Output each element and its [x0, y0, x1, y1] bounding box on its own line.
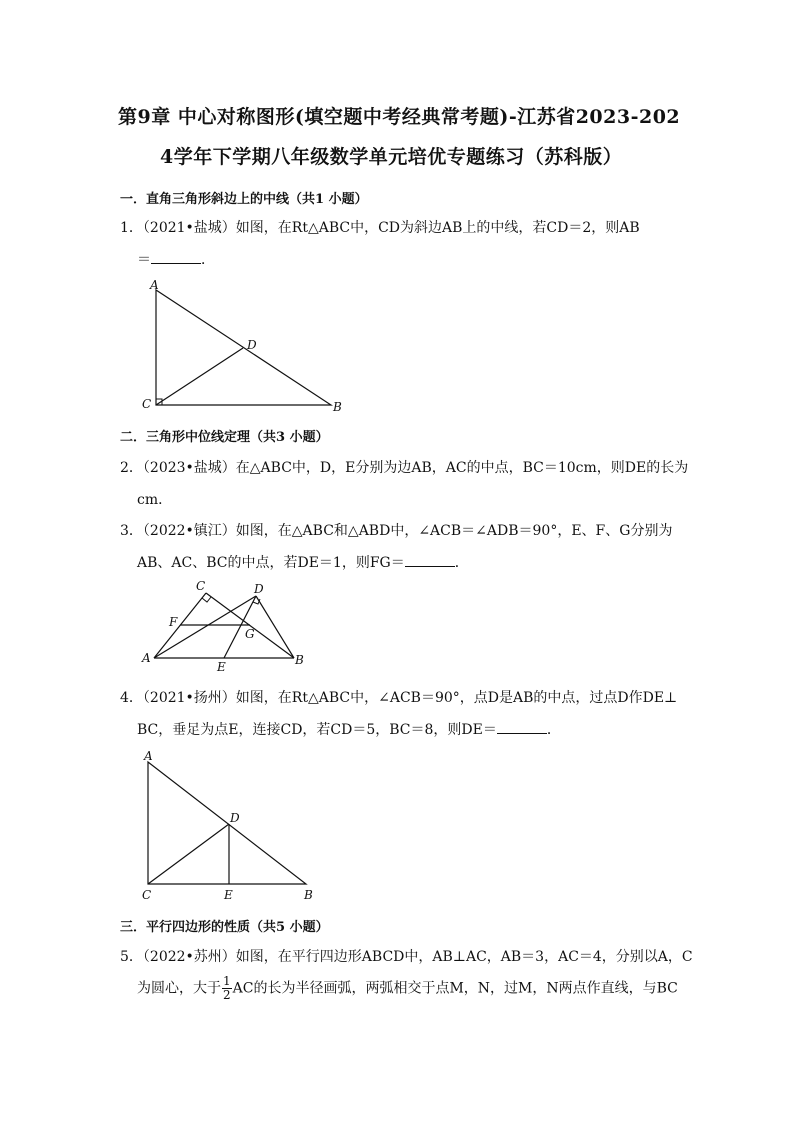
q3-segment-db — [256, 596, 294, 658]
q3-label-b: B — [295, 653, 304, 667]
q3-label-c: C — [196, 579, 206, 593]
q3-label-f: F — [169, 615, 178, 629]
document-title-line1: 第9章 中心对称图形(填空题中考经典常考题)-江苏省2023-202 — [118, 106, 681, 128]
q1-label-b: B — [333, 400, 342, 414]
q3-label-d: D — [254, 582, 264, 596]
figure-q4 — [136, 744, 336, 904]
question-5-line2 — [137, 975, 678, 1002]
figure-q1 — [130, 276, 360, 416]
section-heading-2: 二．三角形中位线定理（共3 小题） — [120, 430, 329, 445]
question-2-line1: 2．（2023•盐城）在△ABC中，D，E分别为边AB，AC的中点，BC＝10cm，则DE的长为 — [120, 460, 689, 476]
q4-text: BC，垂足为点E，连接CD，若CD＝5，BC＝8，则DE＝ — [137, 722, 497, 738]
section-heading-1: 一．直角三角形斜边上的中线（共1 小题） — [120, 192, 368, 207]
figure-q3 — [136, 576, 316, 676]
q4-period: ． — [546, 722, 561, 738]
q4-answer-blank — [497, 721, 547, 734]
q1-label-d: D — [247, 338, 257, 352]
q1-answer-blank — [151, 251, 201, 264]
q5-frac-denominator: 2 — [223, 988, 231, 1002]
question-4-line1: 4．（2021•扬州）如图，在Rt△ABC中，∠ACB＝90°，点D是AB的中点，过点D作DE⊥ — [120, 690, 678, 706]
q1-label-c: C — [142, 397, 152, 411]
question-5-line1: 5．（2022•苏州）如图，在平行四边形ABCD中，AB⊥AC，AB＝3，AC＝4，分别以A，C — [120, 949, 693, 965]
question-1-line1: 1．（2021•盐城）如图，在Rt△ABC中，CD为斜边AB上的中线，若CD＝2，则AB — [120, 220, 640, 236]
question-4-line2 — [137, 719, 561, 739]
q4-label-d: D — [230, 811, 240, 825]
q4-label-e: E — [224, 888, 233, 902]
q4-label-c: C — [142, 888, 152, 902]
q4-segment-cd — [148, 824, 229, 884]
document-title-line2: 4学年下学期八年级数学单元培优专题练习（苏科版） — [160, 146, 623, 168]
question-2-line2: cm． — [137, 492, 173, 508]
q1-label-a: A — [150, 278, 159, 292]
q3-answer-blank — [405, 554, 455, 567]
q1-equals: ＝ — [137, 252, 151, 268]
q4-label-b: B — [304, 888, 313, 902]
q3-label-a: A — [142, 651, 151, 665]
question-3-line2 — [137, 552, 469, 572]
q3-text: AB、AC、BC的中点，若DE＝1，则FG＝ — [137, 555, 405, 571]
q5-fraction-one-half — [222, 975, 232, 1002]
q3-right-angle-c — [202, 597, 211, 602]
question-1-line2 — [137, 249, 215, 269]
q4-label-a: A — [144, 749, 153, 763]
section-heading-3: 三．平行四边形的性质（共5 小题） — [120, 920, 329, 935]
q5-text-a: 为圆心，大于 — [137, 980, 221, 997]
question-3-line1: 3．（2022•镇江）如图，在△ABC和△ABD中，∠ACB＝∠ADB＝90°，E、F、G分别为 — [120, 523, 673, 539]
q3-label-e: E — [217, 660, 226, 674]
q1-period: ． — [201, 252, 215, 268]
q5-frac-numerator: 1 — [223, 974, 231, 988]
q1-median-cd — [156, 348, 243, 405]
q5-text-b: AC的长为半径画弧，两弧相交于点M，N，过M，N两点作直线，与BC — [232, 980, 678, 997]
q3-period: ． — [454, 555, 469, 571]
q3-label-g: G — [245, 627, 255, 641]
